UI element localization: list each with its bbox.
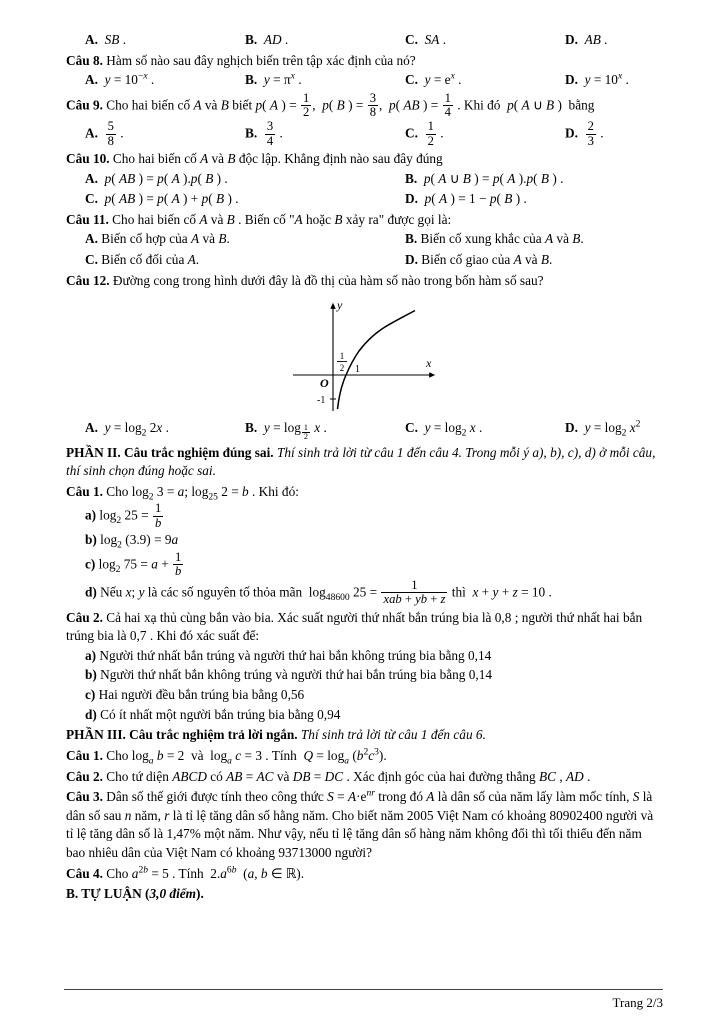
carryover-option-b: B. AD .	[245, 32, 289, 47]
part2-question-2-item-d: d) Có ít nhất một người bắn trúng bia bằng 0,94	[85, 706, 341, 722]
question-10-stem: Câu 10. Cho hai biến cố A và B độc lập. Khẳng định nào sau đây đúng	[66, 150, 443, 166]
carryover-option-c: C. SA .	[405, 32, 447, 47]
question-11-options-row-2	[66, 251, 661, 270]
question-10-options-row-2	[66, 190, 661, 209]
question-10-option-a: A. p( AB ) = p( A ).p( B ) .	[85, 170, 228, 186]
origin-label: O	[319, 376, 329, 391]
page-footer	[64, 989, 663, 1012]
question-12-options	[66, 419, 661, 441]
y-tick-neg1-label: -1	[316, 395, 325, 407]
page-number: Trang 2/3	[612, 994, 663, 1010]
question-8-option-b: B. $y = \pi^x$ .	[245, 70, 302, 88]
question-11-option-d: D. Biến cố giao của A và B.	[405, 251, 553, 267]
question-12-option-a: A. $y = \log_2 2x$ .	[85, 420, 169, 439]
question-10-option-d: D. p( A ) = 1 − p( B ) .	[405, 191, 527, 207]
question-12-option-d: D. $y = \log_2 x^2$	[565, 418, 641, 439]
x-tick-1-label: 1	[354, 364, 360, 376]
x-axis-label: x	[425, 356, 431, 371]
part3-question-1: Câu 1. Cho $\log_a b = 2$ và $\log_a c = 3$ . Tính $Q = \log_a (b^2c^3)$.	[66, 746, 387, 767]
part2-title: PHẦN II. Câu trắc nghiệm đúng sai. Thí sinh trả lời từ câu 1 đến câu 4. Trong mỗi ý a), b), c), d) ở mỗi câu, thí sinh chọn đúng hoặc sai.	[66, 444, 656, 479]
carryover-option-a: A. SB .	[85, 32, 127, 47]
part2-question-1-item-d: d) Nếu x; y là các số nguyên tố thỏa mãn $\log_{48600} 25$ = 1 xab + yb + z thì x + y + z = 10 .	[85, 578, 552, 607]
question-10-options-row-1	[66, 170, 661, 189]
part2-question-1-item-b: b) $\log_2 (3.9) = 9a$	[85, 531, 179, 551]
question-9-option-a: A. $\frac{5}{8}$ .	[85, 119, 124, 148]
log-curve	[337, 311, 415, 410]
question-11-options-row-1	[66, 230, 661, 249]
question-11-option-b: B. Biến cố xung khắc của A và B.	[405, 231, 584, 247]
question-9-stem: Câu 9. Cho hai biến cố A và B biết p( A ) = $\frac{1}{2}$ , p( B ) = $\frac{3}{8}$ , p( AB ) = $\frac{1}{4}$ . Khi đó p( A ∪ B ) bằng	[66, 90, 595, 120]
x-tick-half-numerator: 1	[339, 351, 344, 362]
part2-question-1-stem: Câu 1. Cho $\log_2 3 = a$; $\log_{25} 2 = b$ . Khi đó:	[66, 483, 299, 503]
x-tick-half-denominator: 2	[339, 363, 344, 374]
question-8-options	[66, 71, 661, 90]
question-9-options	[66, 120, 661, 148]
part2-question-2-item-b: b) Người thứ nhất bắn không trúng và người thứ hai bắn trúng bia bằng 0,14	[85, 667, 493, 683]
part2-question-2-item-a: a) Người thứ nhất bắn trúng và người thứ hai bắn không trúng bia bằng 0,14	[85, 647, 492, 663]
question-12-option-b: B. y = log $_{\frac{1}{2}}$ x .	[245, 420, 327, 442]
question-12-stem: Câu 12. Đường cong trong hình dưới đây là đồ thị của hàm số nào trong bốn hàm số sau?	[66, 272, 544, 288]
question-9-option-c: C. $\frac{1}{2}$ .	[405, 119, 444, 148]
carryover-option-d: D. AB .	[565, 32, 608, 47]
part3-question-2: Câu 2. Cho tứ diện ABCD có AB = AC và DB = DC . Xác định góc của hai đường thẳng BC , AD .	[66, 768, 591, 784]
part2-question-1-item-c: c) $\log_2 75 = a$ + $\frac{1}{b}$	[85, 549, 182, 578]
carryover-options-row	[66, 31, 661, 50]
question-11-option-c: C. Biến cố đối của A.	[85, 251, 200, 267]
section-b-title: B. TỰ LUẬN (3,0 điểm).	[66, 886, 204, 902]
part3-title: PHẦN III. Câu trắc nghiệm trả lời ngắn. Thí sinh trả lời từ câu 1 đến câu 6.	[66, 727, 486, 743]
question-8-option-d: D. $y = 10^x$ .	[565, 70, 629, 88]
part2-question-2-stem: Câu 2. Cả hai xạ thủ cùng bắn vào bia. Xác suất người thứ nhất bắn trúng bia là 0,8 ; người thứ nhất hai bắn trúng bia là 0,7 . Khi đó xác suất để:	[66, 609, 643, 644]
question-12-figure	[66, 293, 661, 417]
question-9-option-d: D. $\frac{2}{3}$ .	[565, 119, 604, 148]
question-10-option-b: B. p( A ∪ B ) = p( A ).p( B ) .	[405, 170, 564, 186]
question-10-option-c: C. p( AB ) = p( A ) + p( B ) .	[85, 191, 239, 207]
part2-question-1-item-a: a) $\log_2 25$ = $\frac{1}{b}$	[85, 501, 162, 530]
part3-question-3: Câu 3. Dân số thế giới được tính theo công thức $S = A\cdot e^{nr}$ trong đó A là dân số của năm lấy làm mốc tính, S là dân số sau n năm, r là tỉ lệ tăng dân số hằng năm. Cho biết năm 2005 Việt Nam có khoảng 80902400 người và tỉ lệ tăng dân số là 1,47% một năm. Như vậy, nếu tỉ lệ tăng dân số hàng năm không đổi thì tối thiểu đến năm bao nhiêu dân của Việt Nam có khoảng 93713000 người?	[66, 787, 654, 860]
question-11-stem: Câu 11. Cho hai biến cố A và B . Biến cố "A hoặc B xảy ra" được gọi là:	[66, 211, 452, 227]
part2-question-2-item-c: c) Hai người đều bắn trúng bia bằng 0,56	[85, 687, 305, 703]
question-9-option-b: B. $\frac{3}{4}$ .	[245, 119, 283, 148]
question-8-option-a: A. $y = 10^{-x}$ .	[85, 70, 155, 88]
part3-question-4: Câu 4. Cho $a^{2b} = 5$ . Tính $2.a^{6b}$ (a, b ∈ ℝ).	[66, 864, 305, 881]
question-8-stem: Câu 8. Hàm số nào sau đây nghịch biến trên tập xác định của nó?	[66, 52, 416, 68]
question-8-option-c: C. $y = e^x$ .	[405, 70, 462, 88]
y-axis-label: y	[336, 298, 342, 313]
question-12-option-c: C. $y = \log_2 x$ .	[405, 420, 483, 439]
log-curve-graph	[279, 293, 449, 417]
question-11-option-a: A. Biến cố hợp của A và B.	[85, 231, 230, 247]
